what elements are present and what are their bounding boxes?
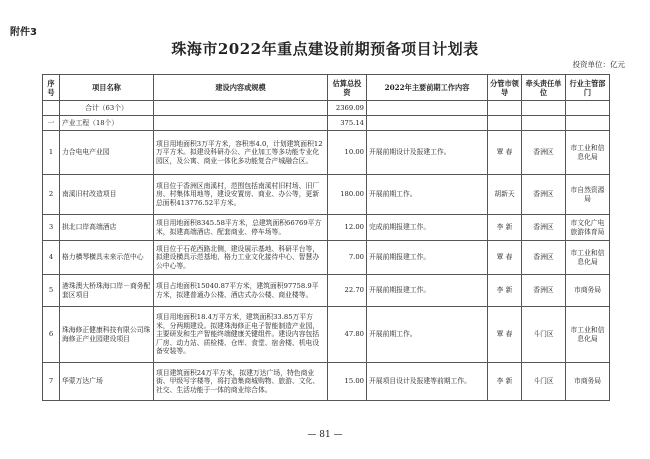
row-lead-unit: 香洲区 bbox=[522, 275, 566, 307]
row-dept: 市工业和信息化局 bbox=[566, 307, 610, 363]
table-row bbox=[43, 131, 610, 175]
row-est: 47.80 bbox=[328, 307, 367, 363]
row-dept: 市工业和信息化局 bbox=[566, 131, 610, 175]
row-work: 开展前期报建工作。 bbox=[367, 275, 488, 307]
row-leader: 李 新 bbox=[488, 275, 522, 307]
row-name: 南溪旧村改造项目 bbox=[60, 175, 154, 215]
table-row bbox=[43, 275, 610, 307]
table-row bbox=[43, 215, 610, 241]
category-row bbox=[43, 116, 610, 131]
row-lead-unit: 斗门区 bbox=[522, 363, 566, 401]
row-name: 力合电电产业园 bbox=[60, 131, 154, 175]
header-est: 估算总投资 bbox=[328, 75, 367, 101]
row-name: 拱北口岸高端酒店 bbox=[60, 215, 154, 241]
unit-label: 投资单位：亿元 bbox=[572, 60, 625, 69]
header-row bbox=[43, 75, 610, 101]
header-work: 2022年主要前期工作内容 bbox=[367, 75, 488, 101]
header-leader: 分管市领导 bbox=[488, 75, 522, 101]
row-seq: 1 bbox=[43, 131, 60, 175]
row-seq: 7 bbox=[43, 363, 60, 401]
row-dept: 市自然资源局 bbox=[566, 175, 610, 215]
row-content: 项目位于石花西路北侧，建设展示基地、科研平台等，拟建设横具示范基地、格力工业文化接待中心、智慧办公中心等。 bbox=[154, 241, 328, 275]
header-seq: 序号 bbox=[43, 75, 60, 101]
total-value: 2369.09 bbox=[328, 101, 367, 116]
row-leader: 覃 春 bbox=[488, 307, 522, 363]
table-row bbox=[43, 175, 610, 215]
row-dept: 市工业和信息化局 bbox=[566, 241, 610, 275]
row-leader: 胡新天 bbox=[488, 175, 522, 215]
row-work: 开展前期设计及报建工作。 bbox=[367, 131, 488, 175]
row-lead-unit: 香洲区 bbox=[522, 175, 566, 215]
header-lead-unit: 牵头责任单位 bbox=[522, 75, 566, 101]
header-content: 建设内容或规模 bbox=[154, 75, 328, 101]
row-est: 22.70 bbox=[328, 275, 367, 307]
row-est: 15.00 bbox=[328, 363, 367, 401]
row-content: 项目用地面积3万平方米，容积率4.0，计划建筑面积12万平方米。拟建设科研办公、产业加工等多功能专业化园区，及公寓、商业一体化多功能复合产城融合区。 bbox=[154, 131, 328, 175]
row-leader: 李 新 bbox=[488, 215, 522, 241]
row-work: 开展前期报建工作。 bbox=[367, 241, 488, 275]
row-lead-unit: 香洲区 bbox=[522, 215, 566, 241]
header-name: 项目名称 bbox=[60, 75, 154, 101]
row-name: 格力横琴横具未来示范中心 bbox=[60, 241, 154, 275]
row-est: 7.00 bbox=[328, 241, 367, 275]
project-table bbox=[42, 74, 610, 401]
row-leader: 覃 春 bbox=[488, 131, 522, 175]
row-content: 项目占地面积15040.87平方米，建筑面积97758.9平方米，拟建普通办公楼、酒店式办公楼、商业楼等。 bbox=[154, 275, 328, 307]
row-est: 180.00 bbox=[328, 175, 367, 215]
row-content: 项目用地面积8345.58平方米，总建筑面积66769平方米，拟建高端酒店、配套商业、停车场等。 bbox=[154, 215, 328, 241]
row-dept: 市商务局 bbox=[566, 275, 610, 307]
table-row bbox=[43, 363, 610, 401]
row-name: 华蒙万达广场 bbox=[60, 363, 154, 401]
row-lead-unit: 香洲区 bbox=[522, 131, 566, 175]
row-content: 项目位于香洲区南溪村，范围包括南溪村旧村场、旧厂房、村集体用地等，建设安置房、商业、办公等，更新总面积413776.52平方米。 bbox=[154, 175, 328, 215]
row-content: 项目用地面积18.4万平方米，建筑面积33.85万平方米，分两期建设。拟建珠海修正电子智能制造产业园，主要研发和生产智能终端健康关键组件。建设内容包括厂房、动力站、质检楼、仓库、食堂、宿舍楼、机电设备安装等。 bbox=[154, 307, 328, 363]
category-value: 375.14 bbox=[328, 116, 367, 131]
table-row bbox=[43, 307, 610, 363]
page-title: 珠海市2022年重点建设前期预备项目计划表 bbox=[171, 40, 479, 58]
row-leader: 李 新 bbox=[488, 363, 522, 401]
row-work: 开展前期工作。 bbox=[367, 307, 488, 363]
row-work: 开展前期工作。 bbox=[367, 175, 488, 215]
row-est: 10.00 bbox=[328, 131, 367, 175]
category-label: 产业工程（18个） bbox=[60, 116, 154, 131]
row-seq: 2 bbox=[43, 175, 60, 215]
row-content: 项目建筑面积24万平方米，拟建万达广场，特色商业街、甲级写字楼等，将打造集商城购物、旅游、文化、社交、生活功能于一体的商业综合体。 bbox=[154, 363, 328, 401]
row-seq: 4 bbox=[43, 241, 60, 275]
row-name: 珠海修正健康科技有限公司珠海修正产业园建设项目 bbox=[60, 307, 154, 363]
row-seq: 3 bbox=[43, 215, 60, 241]
total-label: 合计（63个） bbox=[60, 101, 154, 116]
attachment-label: 附件3 bbox=[10, 27, 37, 38]
row-name: 港珠澳大桥珠海口岸－商务配套区项目 bbox=[60, 275, 154, 307]
row-leader: 覃 春 bbox=[488, 241, 522, 275]
row-dept: 市文化广电旅游体育局 bbox=[566, 215, 610, 241]
page-number: — 81 — bbox=[307, 430, 343, 440]
header-dept: 行业主管部门 bbox=[566, 75, 610, 101]
row-seq: 5 bbox=[43, 275, 60, 307]
row-lead-unit: 香洲区 bbox=[522, 241, 566, 275]
row-lead-unit: 斗门区 bbox=[522, 307, 566, 363]
row-work: 开展项目设计及报建等前期工作。 bbox=[367, 363, 488, 401]
total-row bbox=[43, 101, 610, 116]
row-dept: 市商务局 bbox=[566, 363, 610, 401]
table-row bbox=[43, 241, 610, 275]
category-seq: 一 bbox=[43, 116, 60, 131]
row-seq: 6 bbox=[43, 307, 60, 363]
row-work: 完成前期报建工作。 bbox=[367, 215, 488, 241]
row-est: 12.00 bbox=[328, 215, 367, 241]
